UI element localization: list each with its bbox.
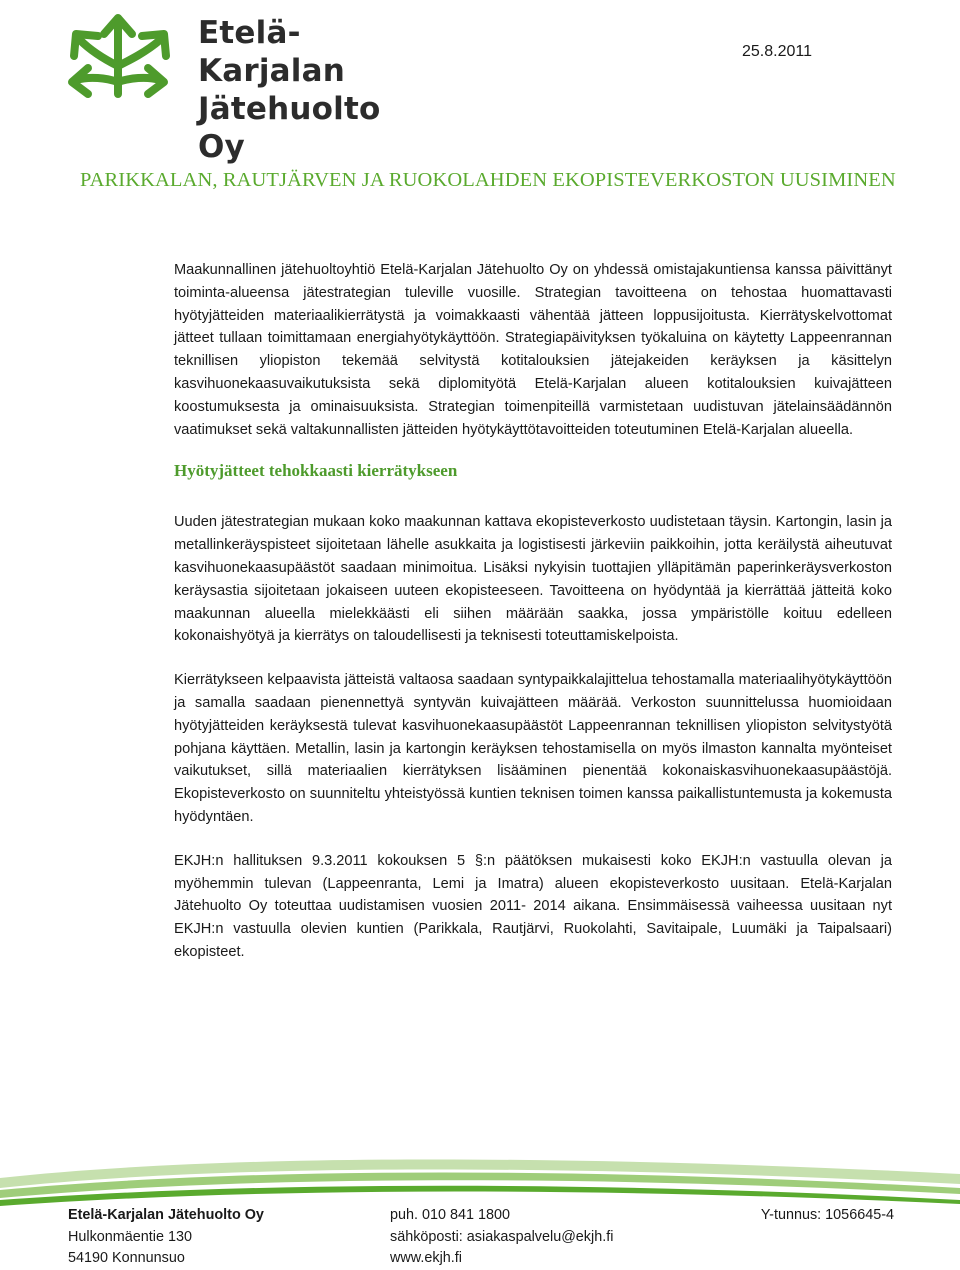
footer-registration <box>761 1205 894 1227</box>
footer-street: Hulkonmäentie 130 <box>68 1228 192 1245</box>
footer-company: Etelä-Karjalan Jätehuolto Oy <box>68 1207 264 1223</box>
body-paragraph-2: Kierrätykseen kelpaavista jätteistä valtaosa saadaan syntypaikkalajittelua tehostamalla materiaalihyötykäyttöön ja samalla saadaan pienennettyä syntyvän kuivajätteen määrää. Verkoston suunnittelussa huomioidaan hyötyjätteiden keräyksestä tulevat kasvihuonekaasupäästöt Lappeenrannan teknillisen yliopiston selvitystyötä pohjana käyttäen. Metallin, lasin ja kartongin keräyksen tehostamisella on myös ilmaston kannalta myönteiset vaikutukset, sillä materiaalien kierrätyksen lisääminen pienentää kokonaiskasvihuonekaasupäästöjä. Ekopisteverkosto on suunniteltu yhteistyössä kuntien teknisen toimen kanssa paikallistuntemusta ja kokemusta hyödyntäen. <box>174 672 892 825</box>
footer-business-id: Y-tunnus: 1056645-4 <box>760 1207 894 1223</box>
document-title: PARIKKALAN, RAUTJÄRVEN JA RUOKOLAHDEN EKOPISTEVERKOSTON UUSIMINEN <box>80 169 896 191</box>
intro-paragraph: Maakunnallinen jätehuoltoyhtiö Etelä-Karjalan Jätehuolto Oy on yhdessä omistajakuntiensa kanssa päivittänyt toiminta-alueensa jätestrategian tuleville vuosille. Strategian tavoitteena on tehostaa huomattavasti hyötyjätteiden materiaalikierrätystä ja voimakkaasti vähentää jätteen loppusijoitusta. Kierrätyskelvottomat jätteet tullaan toimittamaan energiahyötykäyttöön. Strategiapäivityksen työkaluina on käytetty Lappeenrannan teknillisen yliopiston tekemää selvitystä kotitalouksien jätejakeiden keräyksen ja käsittelyn kasvihuonekaasuvaikutuksista sekä diplomityötä Etelä-Karjalan alueen kotitalouksien kuivajätteen koostumuksesta ja ominaisuuksista. Strategian toimenpiteillä varmistetaan uudistuvan jätelainsäädännön vaatimukset sekä valtakunnallisten jätteiden hyötykäyttötavoitteiden toteutuminen Etelä-Karjalan alueella. <box>174 262 892 438</box>
logo-wordmark <box>198 14 438 166</box>
logo-line-1: Etelä-Karjalan <box>198 15 345 89</box>
body-paragraph-1: Uuden jätestrategian mukaan koko maakunnan kattava ekopisteverkosto uudistetaan täysin. Kartongin, lasin ja metallinkeräyspisteet sijoitetaan lähelle asukkaita ja logistisesti järkeviin paikkoihin, jotta keräilystä aiheutuvat kasvihuonekaasupäästöt saadaan minimoitua. Lisäksi nykyisin tuottajien ylläpitämän paperinkeräysverkoston keräysastia sijoitetaan jokaiseen uuteen ekopisteeseen. Tavoitteena on hyödyntää ja kierrättää jätteitä koko maakunnan alueella mielekkäästi eli siihen määrään saakka, jossa ympäristölle koituu edelleen kokonaishyötyä ja kierrätys on taloudellisesti ja teknisesti toteuttamiskelpoista. <box>174 514 892 645</box>
footer-email[interactable]: sähköposti: asiakaspalvelu@ekjh.fi <box>390 1228 614 1245</box>
company-logo <box>66 4 438 165</box>
footer-address <box>68 1205 264 1270</box>
footer-postal: 54190 Konnunsuo <box>68 1250 185 1266</box>
footer-website[interactable]: www.ekjh.fi <box>390 1250 462 1266</box>
recycle-arrows-icon <box>66 4 196 100</box>
logo-line-2: Jätehuolto Oy <box>198 91 381 165</box>
footer-phone: puh. 010 841 1800 <box>390 1207 511 1223</box>
footer-contact <box>390 1205 613 1270</box>
section-heading: Hyötyjätteet tehokkaasti kierrätykseen <box>174 461 458 481</box>
document-date: 25.8.2011 <box>742 43 812 60</box>
footer <box>68 1205 894 1266</box>
footer-wave-decoration <box>0 1150 960 1210</box>
document-body <box>174 259 892 985</box>
body-paragraph-3: EKJH:n hallituksen 9.3.2011 kokouksen 5 §:n päätöksen mukaisesti koko EKJH:n vastuulla olevan ja myöhemmin tulevan (Lappeenranta, Lemi ja Imatra) alueen ekopisteverkosto uusitaan. Etelä-Karjalan Jätehuolto Oy toteuttaa uudistamisen vuosien 2011- 2014 aikana. Ensimmäisessä vaiheessa uusitaan nyt EKJH:n vastuulla olevien kuntien (Parikkala, Rautjärvi, Ruokolahti, Savitaipale, Luumäki ja Taipalsaari) ekopisteet. <box>174 852 892 960</box>
